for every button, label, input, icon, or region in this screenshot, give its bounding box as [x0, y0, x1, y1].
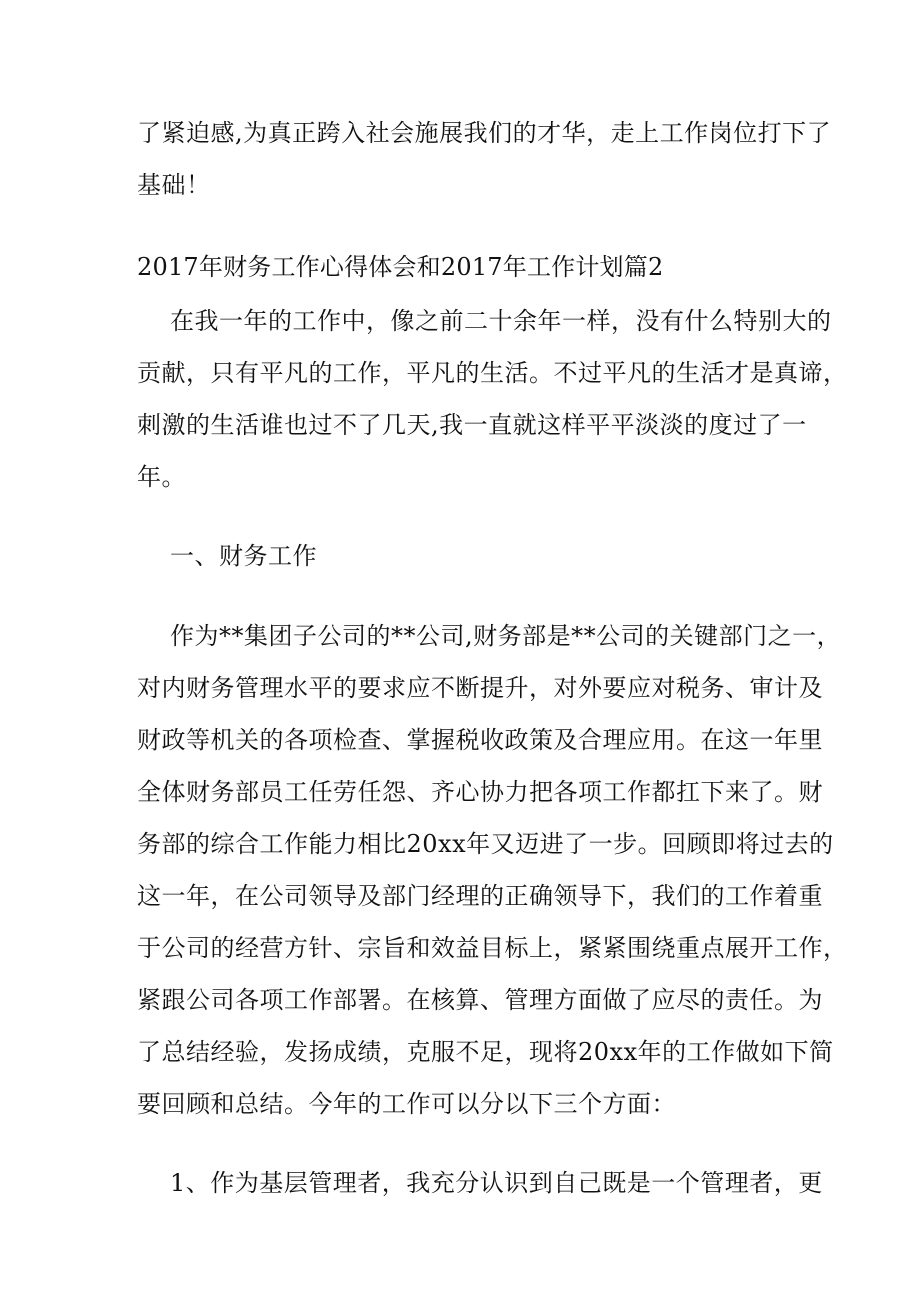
body-text-line: 刺激的生活谁也过不了几天,我一直就这样平平淡淡的度过了一 — [137, 411, 807, 439]
body-text-line: 1、作为基层管理者，我充分认识到自己既是一个管理者，更 — [170, 1169, 823, 1197]
body-text-line: 基础！ — [137, 171, 211, 199]
section-title: 2017年财务工作心得体会和2017年工作计划篇2 — [137, 253, 664, 281]
body-text-line: 了总结经验，发扬成绩，克服不足，现将20xx年的工作做如下简 — [137, 1038, 834, 1066]
body-text-line: 这一年，在公司领导及部门经理的正确领导下，我们的工作着重 — [137, 882, 823, 910]
body-text-line: 在我一年的工作中，像之前二十余年一样，没有什么特别大的 — [170, 307, 832, 335]
body-text-line: 财政等机关的各项检查、掌握税收政策及合理应用。在这一年里 — [137, 726, 823, 754]
body-text-line: 对内财务管理水平的要求应不断提升，对外要应对税务、审计及 — [137, 674, 823, 702]
body-text-line: 紧跟公司各项工作部署。在核算、管理方面做了应尽的责任。为 — [137, 986, 823, 1014]
body-text-line: 贡献，只有平凡的工作，平凡的生活。不过平凡的生活才是真谛， — [137, 359, 848, 387]
body-text-line: 要回顾和总结。今年的工作可以分以下三个方面： — [137, 1090, 676, 1118]
body-text-line: 作为**集团子公司的**公司,财务部是**公司的关键部门之一， — [170, 622, 842, 650]
body-text-line: 全体财务部员工任劳任怨、齐心协力把各项工作都扛下来了。财 — [137, 778, 823, 806]
body-text-line: 务部的综合工作能力相比20xx年又迈进了一步。回顾即将过去的 — [137, 830, 834, 858]
body-text-line: 了紧迫感,为真正跨入社会施展我们的才华，走上工作岗位打下了 — [137, 119, 832, 147]
subheading: 一、财务工作 — [170, 542, 317, 570]
body-text-line: 年。 — [137, 463, 186, 491]
body-text-line: 于公司的经营方针、宗旨和效益目标上，紧紧围绕重点展开工作， — [137, 934, 848, 962]
